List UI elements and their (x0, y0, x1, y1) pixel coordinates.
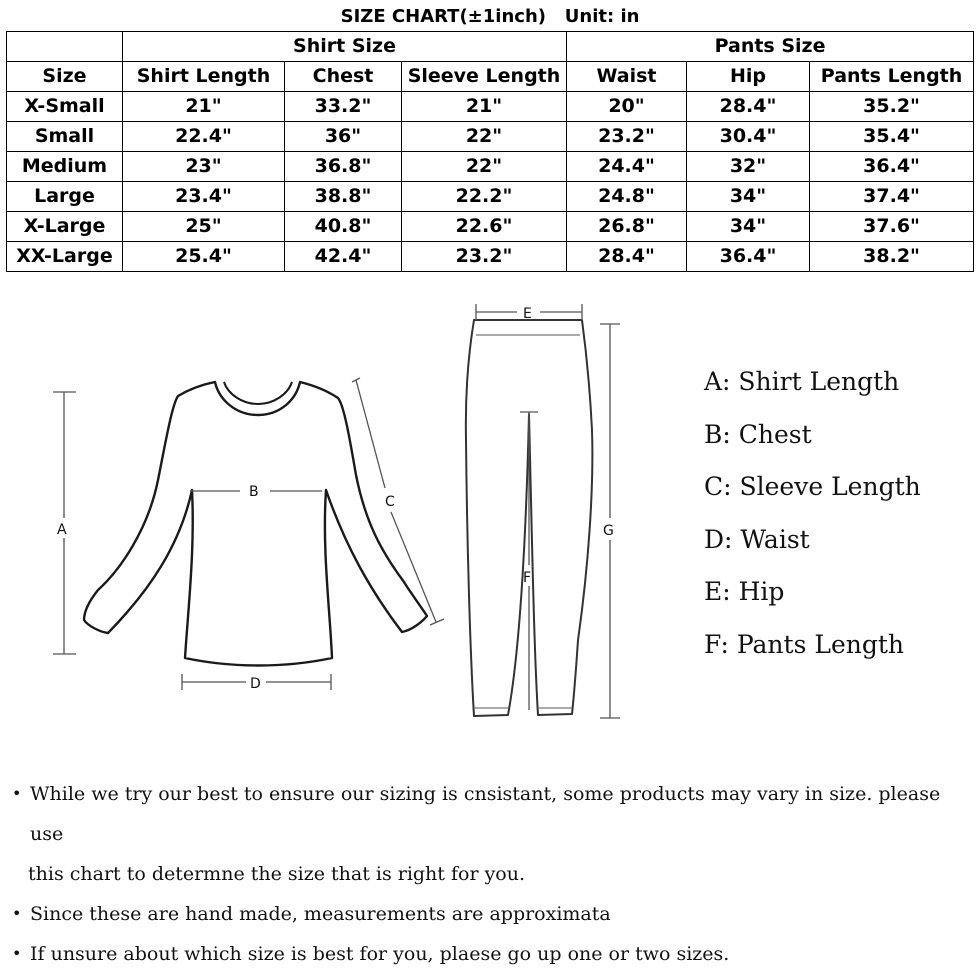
column-header: Sleeve Length (402, 62, 567, 92)
legend-item: E: Hip (704, 577, 785, 606)
column-header: Chest (285, 62, 402, 92)
table-cell: 42.4" (285, 242, 402, 272)
table-cell: 28.4" (567, 242, 687, 272)
size-cell: Medium (7, 152, 123, 182)
size-cell: X-Large (7, 212, 123, 242)
table-cell: 30.4" (687, 122, 810, 152)
table-row (7, 182, 974, 212)
size-cell: XX-Large (7, 242, 123, 272)
legend-item: B: Chest (704, 419, 812, 449)
legend-item: A: Shirt Length (704, 367, 900, 396)
note-item: • While we try our best to ensure our sizing is cnsistant, some products may vary in size. please use (12, 774, 972, 854)
table-cell: 21" (123, 92, 285, 122)
table-row (7, 152, 974, 182)
size-cell: Small (7, 122, 123, 152)
measure-label-d: D (250, 676, 261, 692)
legend-item: D: Waist (704, 524, 810, 554)
note-item: • If unsure about which size is best for you, plaese go up one or two sizes. (12, 934, 972, 974)
measurement-legend (704, 362, 921, 677)
table-cell: 25" (123, 212, 285, 242)
table-cell: 22" (402, 122, 567, 152)
table-cell: 22" (402, 152, 567, 182)
size-cell: X-Small (7, 92, 123, 122)
table-cell: 20" (567, 92, 687, 122)
table-cell: 28.4" (687, 92, 810, 122)
legend-item: C: Sleeve Length (704, 472, 921, 501)
table-cell: 38.2" (810, 242, 974, 272)
table-cell: 36.8" (285, 152, 402, 182)
column-header: Hip (687, 62, 810, 92)
table-cell: 34" (687, 182, 810, 212)
table-cell: 22.2" (402, 182, 567, 212)
table-cell: 24.4" (567, 152, 687, 182)
legend-item: F: Pants Length (704, 629, 904, 659)
table-cell: 33.2" (285, 92, 402, 122)
size-cell: Large (7, 182, 123, 212)
table-cell: 35.2" (810, 92, 974, 122)
measure-label-e: E (523, 306, 532, 322)
note-item-continuation: this chart to determne the size that is right for you. (28, 863, 526, 885)
table-cell: 25.4" (123, 242, 285, 272)
table-cell: 22.6" (402, 212, 567, 242)
table-cell: 37.6" (810, 212, 974, 242)
column-header: Shirt Length (123, 62, 285, 92)
table-row (7, 242, 974, 272)
table-cell: 24.8" (567, 182, 687, 212)
table-cell: 23.2" (402, 242, 567, 272)
table-cell: 36.4" (810, 152, 974, 182)
measure-g-line (600, 324, 620, 718)
pants-size-group-header: Pants Size (567, 32, 974, 62)
table-cell: 23.4" (123, 182, 285, 212)
table-cell: 22.4" (123, 122, 285, 152)
measure-label-g: G (603, 523, 614, 539)
table-cell: 35.4" (810, 122, 974, 152)
group-header-row (7, 32, 974, 62)
table-cell: 40.8" (285, 212, 402, 242)
table-row (7, 122, 974, 152)
table-cell: 38.8" (285, 182, 402, 212)
table-cell: 26.8" (567, 212, 687, 242)
table-cell: 36.4" (687, 242, 810, 272)
measure-label-c: C (385, 494, 395, 510)
table-row (7, 92, 974, 122)
note-item: • Since these are hand made, measurements are approximata (12, 894, 972, 934)
measure-label-b: B (249, 484, 259, 500)
table-cell: 32" (687, 152, 810, 182)
column-header: Waist (567, 62, 687, 92)
column-header: Pants Length (810, 62, 974, 92)
table-title-row (7, 2, 974, 32)
column-header: Size (7, 62, 123, 92)
table-row (7, 212, 974, 242)
column-header-row (7, 62, 974, 92)
table-cell: 34" (687, 212, 810, 242)
group-header-blank (7, 32, 123, 62)
table-cell: 23.2" (567, 122, 687, 152)
measure-label-f: F (523, 570, 532, 586)
table-cell: 36" (285, 122, 402, 152)
table-cell: 21" (402, 92, 567, 122)
sizing-notes (12, 774, 972, 974)
table-cell: 37.4" (810, 182, 974, 212)
table-cell: 23" (123, 152, 285, 182)
shirt-drawing (84, 382, 427, 666)
table-title: SIZE CHART(±1inch) Unit: in (7, 2, 974, 32)
measure-label-a: A (57, 522, 67, 538)
size-chart-table (6, 2, 974, 272)
shirt-size-group-header: Shirt Size (123, 32, 567, 62)
